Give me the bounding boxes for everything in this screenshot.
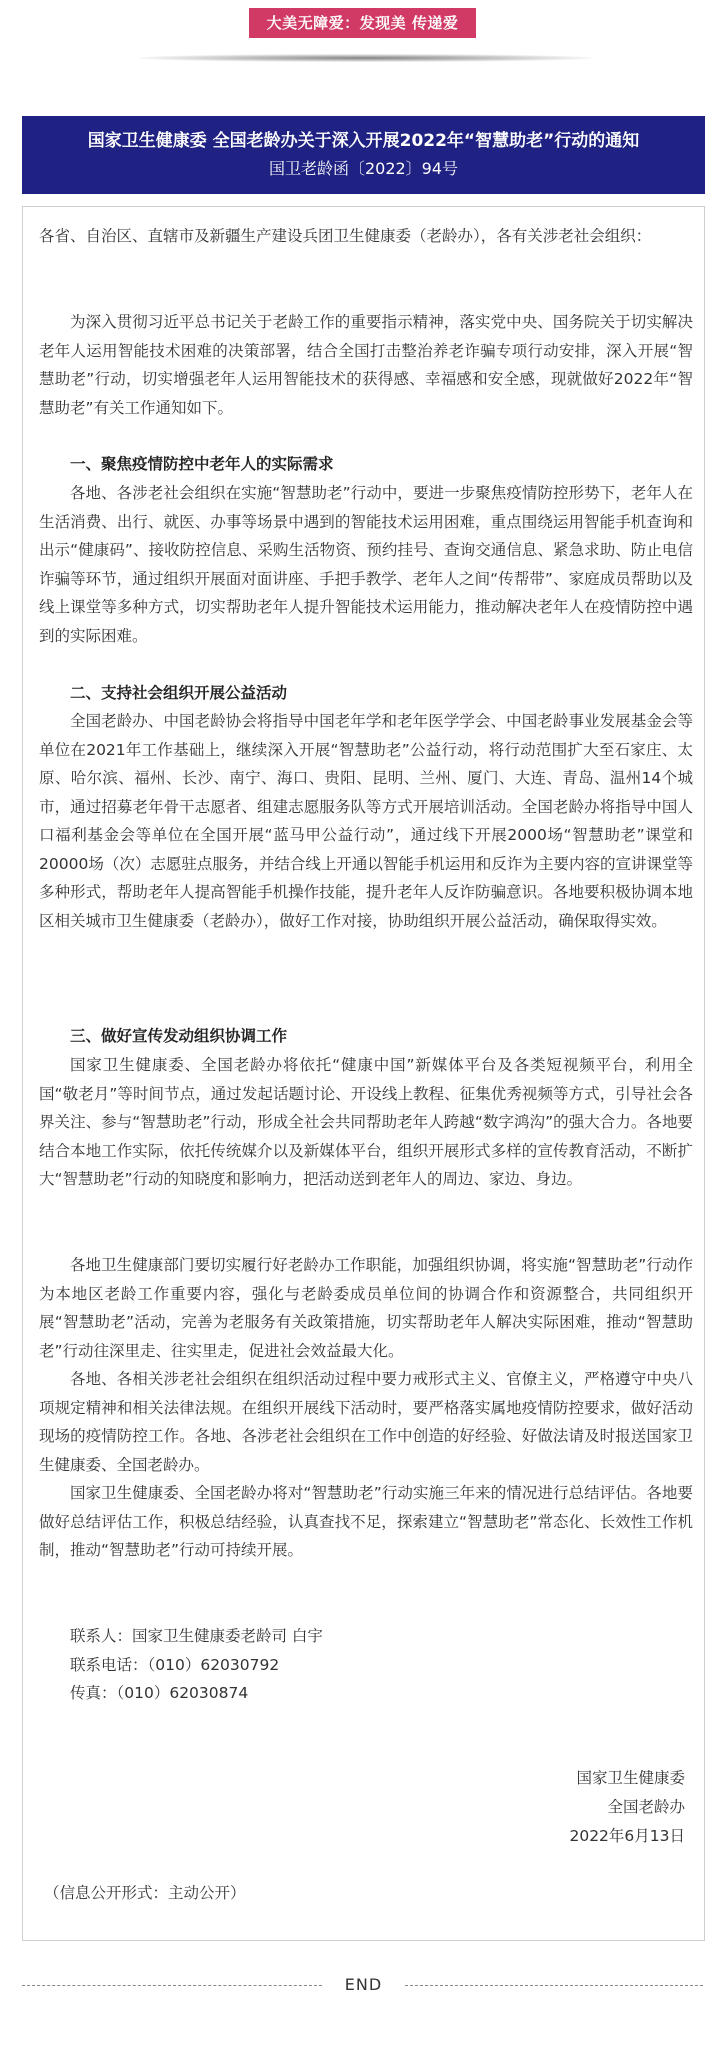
- intro-paragraph: 为深入贯彻习近平总书记关于老龄工作的重要指示精神，落实党中央、国务院关于切实解决老年人运用智能技术困难的决策部署，结合全国打击整治养老诈骗专项行动安排，深入开展“智慧助老”行动，切实增强老年人运用智能技术的获得感、幸福感和安全感，现就做好2022年“智慧助老”有关工作通知如下。: [39, 313, 693, 417]
- end-divider-right: [405, 1985, 703, 1986]
- section-3-paragraph-3: 各地、各相关涉老社会组织在组织活动过程中要力戒形式主义、官僚主义，严格遵守中央八项规定精神和相关法律法规。在组织开展线下活动时，要严格落实属地疫情防控要求，做好活动现场的疫情防控工作。各地、各涉老社会组织在工作中创造的好经验、好做法请及时报送国家卫生健康委、全国老龄办。: [39, 1370, 693, 1474]
- section-3-heading: 三、做好宣传发动组织协调工作: [70, 1027, 288, 1045]
- disclosure-note: （信息公开形式：主动公开）: [44, 1884, 246, 1902]
- contact-fax: 传真：（010）62030874: [70, 1684, 249, 1702]
- title-block: [22, 116, 705, 194]
- signature-org-1: 国家卫生健康委: [576, 1769, 685, 1787]
- section-1-heading: 一、聚焦疫情防控中老年人的实际需求: [70, 455, 334, 473]
- top-banner: 大美无障爱：发现美 传递爱: [249, 8, 476, 38]
- contact-phone: 联系电话：（010）62030792: [70, 1656, 280, 1674]
- section-3-paragraph-2: 各地卫生健康部门要切实履行好老龄办工作职能，加强组织协调，将实施“智慧助老”行动作为本地区老龄工作重要内容，强化与老龄委成员单位间的协调合作和资源整合，共同组织开展“智慧助老”活动，完善为老服务有关政策措施，切实帮助老年人解决实际困难，推动“智慧助老”行动往深里走、往实里走，促进社会效益最大化。: [39, 1256, 693, 1360]
- salutation: 各省、自治区、直辖市及新疆生产建设兵团卫生健康委（老龄办），各有关涉老社会组织：: [39, 227, 652, 245]
- section-3-paragraph-4: 国家卫生健康委、全国老龄办将对“智慧助老”行动实施三年来的情况进行总结评估。各地要做好总结评估工作，积极总结经验，认真查找不足，探索建立“智慧助老”常态化、长效性工作机制，推动“智慧助老”行动可持续开展。: [39, 1484, 693, 1559]
- page-title: 国家卫生健康委 全国老龄办关于深入开展2022年“智慧助老”行动的通知: [87, 131, 640, 151]
- end-divider-left: [22, 1985, 322, 1986]
- contact-person: 联系人：国家卫生健康委老龄司 白宇: [70, 1627, 323, 1645]
- section-2-heading: 二、支持社会组织开展公益活动: [70, 684, 288, 702]
- signature-date: 2022年6月13日: [569, 1827, 685, 1845]
- document-number: 国卫老龄函〔2022〕94号: [268, 159, 459, 178]
- end-marker: END: [344, 1975, 383, 1994]
- banner-shadow-divider: [138, 54, 592, 62]
- signature-org-2: 全国老龄办: [607, 1798, 685, 1816]
- section-2-paragraph: 全国老龄办、中国老龄协会将指导中国老年学和老年医学学会、中国老龄事业发展基金会等单位在2021年工作基础上，继续深入开展“智慧助老”公益行动，将行动范围扩大至石家庄、太原、哈尔滨、福州、长沙、南宁、海口、贵阳、昆明、兰州、厦门、大连、青岛、温州14个城市，通过招募老年骨干志愿者、组建志愿服务队等方式开展培训活动。全国老龄办将指导中国人口福利基金会等单位在全国开展“蓝马甲公益行动”，通过线下开展2000场“智慧助老”课堂和20000场（次）志愿驻点服务，并结合线上开通以智能手机运用和反诈为主要内容的宣讲课堂等多种形式，帮助老年人提高智能手机操作技能，提升老年人反诈防骗意识。各地要积极协调本地区相关城市卫生健康委（老龄办），做好工作对接，协助组织开展公益活动，确保取得实效。: [39, 712, 693, 930]
- section-1-paragraph: 各地、各涉老社会组织在实施“智慧助老”行动中，要进一步聚焦疫情防控形势下，老年人在生活消费、出行、就医、办事等场景中遇到的智能技术运用困难，重点围绕运用智能手机查询和出示“健康码”、接收防控信息、采购生活物资、预约挂号、查询交通信息、紧急求助、防止电信诈骗等环节，通过组织开展面对面讲座、手把手教学、老年人之间“传帮带”、家庭成员帮助以及线上课堂等多种方式，切实帮助老年人提升智能技术运用能力，推动解决老年人在疫情防控中遇到的实际困难。: [39, 484, 693, 645]
- section-3-paragraph-1: 国家卫生健康委、全国老龄办将依托“健康中国”新媒体平台及各类短视频平台，利用全国“敬老月”等时间节点，通过发起话题讨论、开设线上教程、征集优秀视频等方式，引导社会各界关注、参与“智慧助老”行动，形成全社会共同帮助老年人跨越“数字鸿沟”的强大合力。各地要结合本地工作实际，依托传统媒介以及新媒体平台，组织开展形式多样的宣传教育活动，不断扩大“智慧助老”行动的知晓度和影响力，把活动送到老年人的周边、家边、身边。: [39, 1056, 693, 1188]
